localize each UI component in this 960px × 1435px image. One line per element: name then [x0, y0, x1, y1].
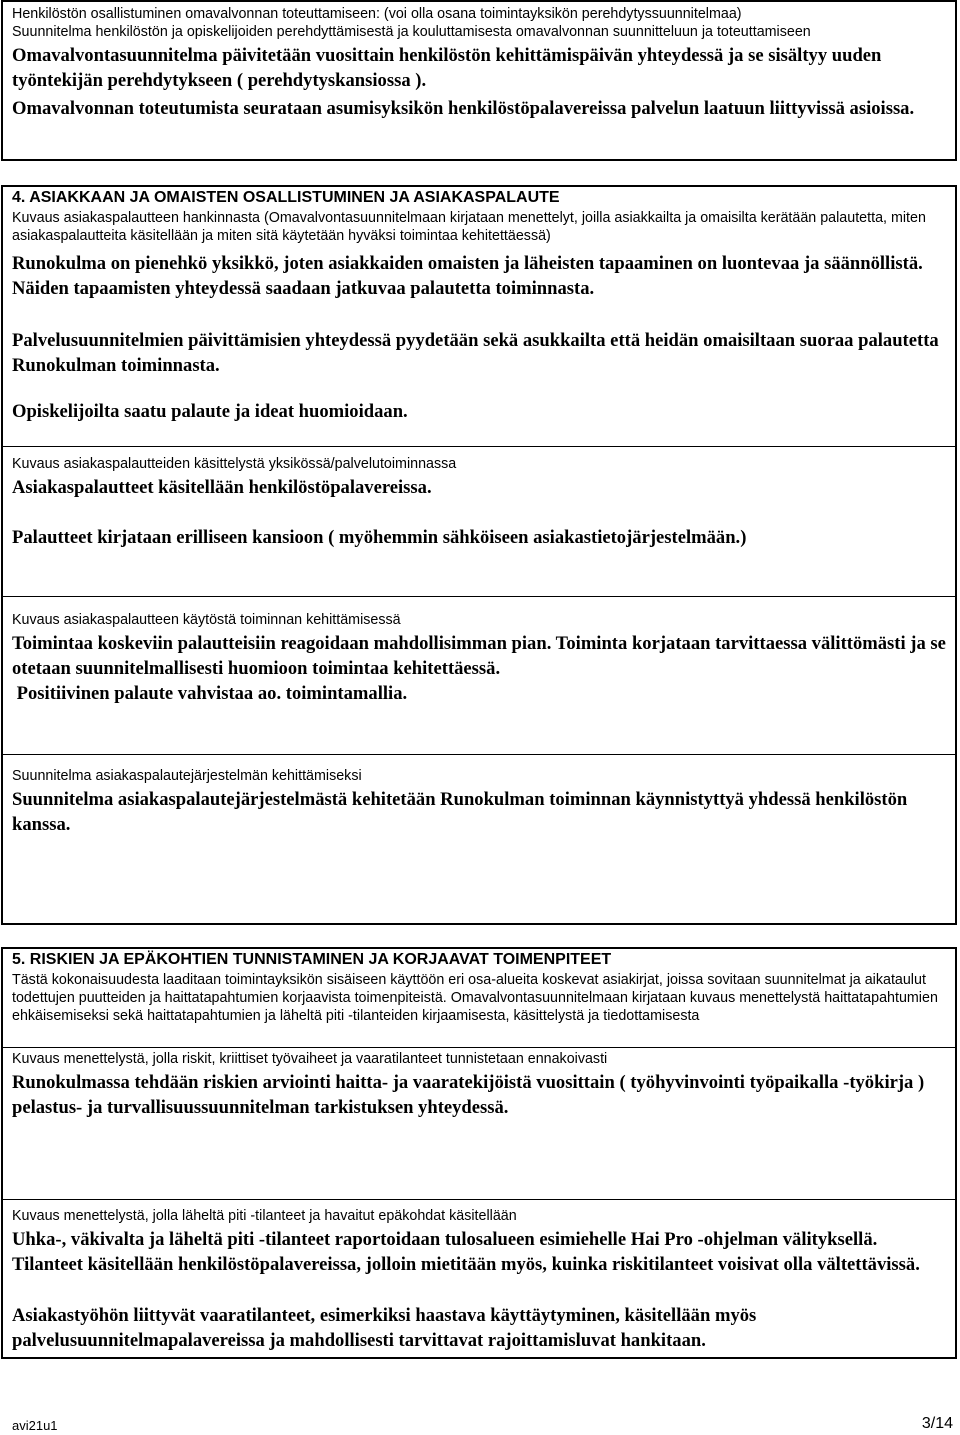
near-miss-answer-2: Asiakastyöhön liittyvät vaaratilanteet, esimerkiksi haastava käyttäytyminen, käsitellään myös palvelusuunnitelmapalavereissa ja mahdollisesti tarvittavat rajoittamisluvat hankitaan.: [12, 1305, 757, 1351]
section3-box: [1, 0, 957, 161]
section5-box: [1, 947, 957, 1359]
near-miss-label: Kuvaus menettelystä, jolla läheltä piti -tilanteet ja havaitut epäkohdat käsitellään: [12, 1208, 517, 1224]
section5-description: Tästä kokonaisuudesta laaditaan toimintayksikön sisäiseen käyttöön eri osa-alueita koskevat asiakirjat, joissa sovitaan suunnitelmat ja aikataulut todettujen puutteiden ja haittatapahtumien korjaavista toimenpiteistä. Omavalvontasuunnitelmaan kirjataan kuvaus menettelystä haittatapahtumien ehkäisemiseksi sekä haittatapahtumien ja läheltä piti -tilanteiden kirjaamisesta, käsittelystä ja tiedottamisesta: [12, 972, 938, 1024]
form-code: avi21u1: [12, 1418, 58, 1433]
feedback-usage-answer: [12, 631, 949, 706]
section4-answer-1: Runokulma on pienehkö yksikkö, joten asiakkaiden omaisten ja läheisten tapaaminen on luontevaa ja säännöllistä. Näiden tapaamisten yhteydessä saadaan jatkuvaa palautetta toiminnasta.: [12, 253, 923, 299]
section3-answer-2: Omavalvonnan toteutumista seurataan asumisyksikön henkilöstöpalavereissa palvelun laatuun liittyvissä asioissa.: [12, 98, 915, 119]
section3-intro-line-2: Suunnitelma henkilöstön ja opiskelijoiden perehdyttämisestä ja kouluttamisesta omavalvonnan suunnitteluun ja toteuttamiseen: [12, 24, 811, 40]
section4-divider-1: [3, 446, 955, 447]
feedback-usage-answer-2: Positiivinen palaute vahvistaa ao. toimintamallia.: [12, 683, 408, 704]
section5-heading: 5. RISKIEN JA EPÄKOHTIEN TUNNISTAMINEN JA KORJAAVAT TOIMENPITEET: [12, 951, 612, 968]
section4-box: [1, 185, 957, 925]
page-number: 3/14: [921, 1415, 953, 1432]
risk-identification-answer: Runokulmassa tehdään riskien arviointi haitta- ja vaaratekijöistä vuosittain ( työhyvinvointi työpaikalla -työkirja ) pelastus- ja turvallisuussuunnitelman tarkistuksen yhteydessä.: [12, 1072, 925, 1118]
section4-heading: 4. ASIAKKAAN JA OMAISTEN OSALLISTUMINEN JA ASIAKASPALAUTE: [12, 189, 560, 206]
feedback-plan-label: Suunnitelma asiakaspalautejärjestelmän kehittämiseksi: [12, 768, 362, 784]
section5-divider-2: [3, 1199, 955, 1200]
section4-answer-3: Opiskelijoilta saatu palaute ja ideat huomioidaan.: [12, 401, 408, 422]
section4-description: Kuvaus asiakaspalautteen hankinnasta (Omavalvontasuunnitelmaan kirjataan menettelyt, joilla asiakkailta ja omaisilta kerätään palautetta, miten asiakaspalautteita käsitellään ja miten sitä käytetään hyväksi toimintaa kehitettäessä): [12, 210, 926, 244]
feedback-plan-answer: Suunnitelma asiakaspalautejärjestelmästä kehitetään Runokulman toiminnan käynnistyttyä yhdessä henkilöstön kanssa.: [12, 789, 908, 835]
section3-answer-1: Omavalvontasuunnitelma päivitetään vuosittain henkilöstön kehittämispäivän yhteydessä ja se sisältyy uuden työntekijän perehdytykseen ( perehdytyskansiossa ).: [12, 45, 882, 91]
section4-divider-3: [3, 754, 955, 755]
feedback-handling-answer-2: Palautteet kirjataan erilliseen kansioon ( myöhemmin sähköiseen asiakastietojärjestelmään.): [12, 527, 747, 548]
feedback-usage-label: Kuvaus asiakaspalautteen käytöstä toiminnan kehittämisessä: [12, 612, 401, 628]
feedback-usage-answer-1: Toimintaa koskeviin palautteisiin reagoidaan mahdollisimman pian. Toiminta korjataan tarvittaessa välittömästi ja se otetaan suunnitelmallisesti huomioon toimintaa kehitettäessä.: [12, 633, 946, 679]
section4-answer-2: Palvelusuunnitelmien päivittämisien yhteydessä pyydetään sekä asukkailta että heidän omaisiltaan suoraa palautetta Runokulman toiminnasta.: [12, 330, 939, 376]
section4-divider-2: [3, 596, 955, 597]
near-miss-answer-1: Uhka-, väkivalta ja läheltä piti -tilanteet raportoidaan tulosalueen esimiehelle Hai Pro -ohjelman välityksellä. Tilanteet käsitellään henkilöstöpalavereissa, jolloin mietitään myös, kuinka riskitilanteet voisivat olla vältettävissä.: [12, 1229, 920, 1275]
section3-intro-line-1: Henkilöstön osallistuminen omavalvonnan toteuttamiseen: (voi olla osana toimintayksikön perehdytyssuunnitelmaa): [12, 6, 742, 22]
feedback-handling-label: Kuvaus asiakaspalautteiden käsittelystä yksikössä/palvelutoiminnassa: [12, 456, 457, 472]
feedback-handling-answer-1: Asiakaspalautteet käsitellään henkilöstöpalavereissa.: [12, 477, 432, 498]
section3-intro: [12, 5, 949, 41]
section5-divider-1: [3, 1047, 955, 1048]
risk-identification-label: Kuvaus menettelystä, jolla riskit, kriittiset työvaiheet ja vaaratilanteet tunnistetaan ennakoivasti: [12, 1051, 608, 1067]
